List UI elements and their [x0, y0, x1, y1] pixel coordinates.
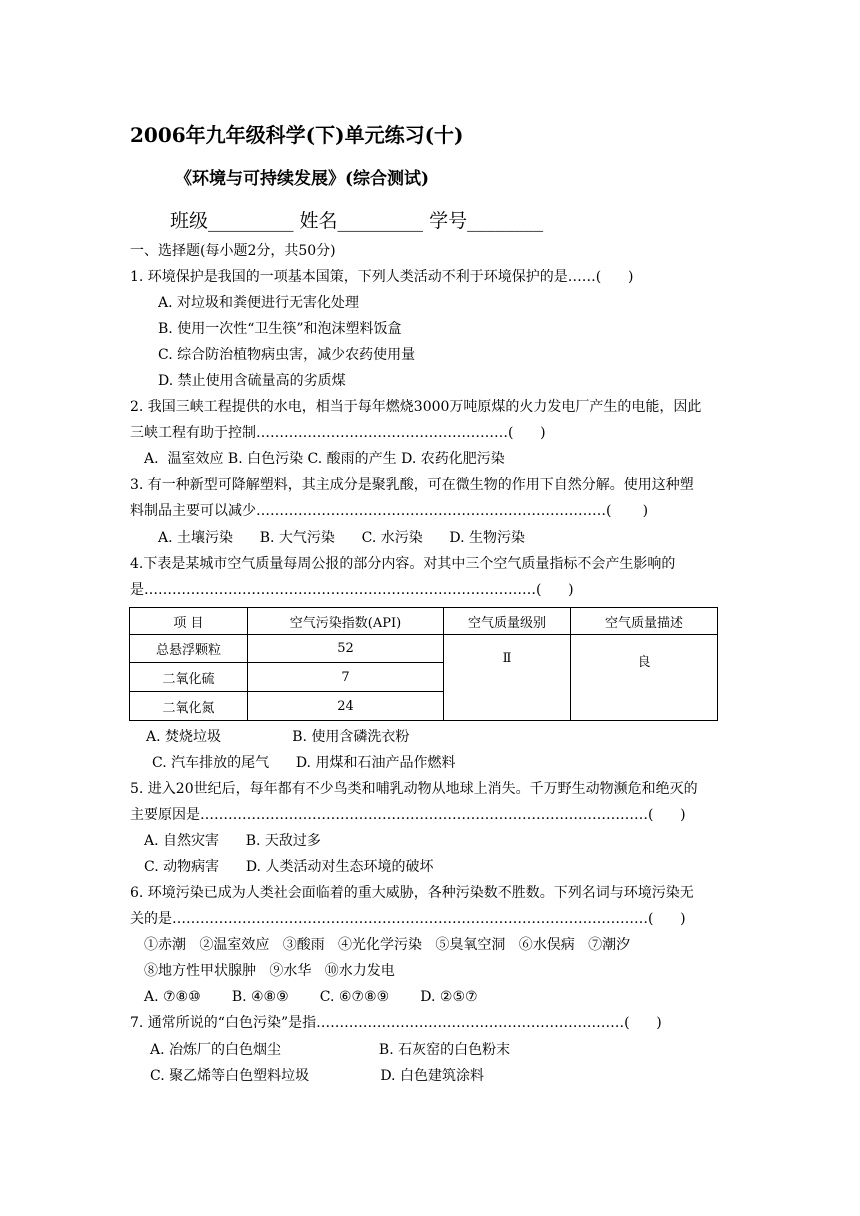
table-cell-api: 24	[248, 692, 444, 721]
table-cell-item: 二氧化氮	[130, 692, 248, 721]
question-3-stem-line-1: 3. 有一种新型可降解塑料，其主成分是聚乳酸，可在微生物的作用下自然分解。使用这种塑	[130, 477, 694, 493]
question-1-option-a: A. 对垃圾和粪便进行无害化处理	[158, 295, 360, 311]
question-6-stem-line-1: 6. 环境污染已成为人类社会面临着的重大威胁，各种污染数不胜数。下列名词与环境污染无	[130, 885, 694, 901]
question-6-terms-line-1: ①赤潮 ②温室效应 ③酸雨 ④光化学污染 ⑤臭氧空洞 ⑥水俣病 ⑦潮汐	[144, 937, 631, 953]
question-1-option-d: D. 禁止使用含硫量高的劣质煤	[158, 373, 346, 389]
question-7-options-line-1: A. 冶炼厂的白色烟尘 B. 石灰窑的白色粉末	[150, 1042, 511, 1058]
page-title: 2006年九年级科学(下)单元练习(十)	[130, 123, 464, 147]
table-cell-item: 总悬浮颗粒	[130, 635, 248, 663]
air-quality-table	[129, 607, 718, 721]
question-2-stem-line-2: 三峡工程有助于控制………………………………………………( )	[130, 425, 546, 441]
table-row	[130, 635, 718, 663]
page-subtitle: 《环境与可持续发展》(综合测试)	[175, 169, 430, 189]
question-6-stem-line-2: 关的是…………………………………………………………………………………………( )	[130, 911, 686, 927]
question-7-stem: 7. 通常所说的“白色污染”是指…………………………………………………………( )	[130, 1015, 662, 1031]
question-7-options-line-2: C. 聚乙烯等白色塑料垃圾 D. 白色建筑涂料	[150, 1068, 484, 1084]
question-5-options-line-1: A. 自然灾害 B. 天敌过多	[144, 833, 321, 849]
question-6-terms-line-2: ⑧地方性甲状腺肿 ⑨水华 ⑩水力发电	[144, 963, 395, 979]
section-heading: 一、选择题(每小题2分，共50分)	[130, 243, 336, 259]
question-5-stem-line-2: 主要原因是……………………………………………………………………………………( )	[130, 807, 686, 823]
table-header-item: 项 目	[130, 608, 248, 635]
table-cell-api: 52	[248, 635, 444, 663]
table-cell-item: 二氧化硫	[130, 663, 248, 692]
table-cell-level: Ⅱ	[444, 635, 571, 721]
question-1-option-c: C. 综合防治植物病虫害，减少农药使用量	[158, 347, 416, 363]
table-header-level: 空气质量级别	[444, 608, 571, 635]
question-2-options: A. 温室效应 B. 白色污染 C. 酸雨的产生 D. 农药化肥污染	[144, 451, 505, 467]
question-4-stem-line-2: 是…………………………………………………………………………( )	[130, 582, 574, 598]
question-5-stem-line-1: 5. 进入20世纪后，每年都有不少鸟类和哺乳动物从地球上消失。千万野生动物濒危和绝灭的	[130, 781, 698, 797]
question-4-options-line-1: A. 焚烧垃圾 B. 使用含磷洗衣粉	[146, 729, 410, 745]
question-4-stem-line-1: 4.下表是某城市空气质量每周公报的部分内容。对其中三个空气质量指标不会产生影响的	[130, 556, 676, 572]
question-4-options-line-2: C. 汽车排放的尾气 D. 用煤和石油产品作燃料	[152, 755, 456, 771]
question-1-stem: 1. 环境保护是我国的一项基本国策，下列人类活动不利于环境保护的是……( )	[130, 269, 634, 285]
student-info-line: 班级_________ 姓名_________ 学号________	[170, 210, 544, 232]
table-header-row	[130, 608, 718, 635]
question-5-options-line-2: C. 动物病害 D. 人类活动对生态环境的破坏	[144, 859, 434, 875]
question-3-options: A. 土壤污染 B. 大气污染 C. 水污染 D. 生物污染	[158, 530, 526, 546]
question-2-stem-line-1: 2. 我国三峡工程提供的水电，相当于每年燃烧3000万吨原煤的火力发电厂产生的电能，因此	[130, 399, 702, 415]
table-header-api: 空气污染指数(API)	[248, 608, 444, 635]
table-header-description: 空气质量描述	[571, 608, 718, 635]
question-6-options: A. ⑦⑧⑩ B. ④⑧⑨ C. ⑥⑦⑧⑨ D. ②⑤⑦	[144, 989, 478, 1005]
question-3-stem-line-2: 料制品主要可以减少…………………………………………………………………( )	[130, 503, 649, 519]
question-1-option-b: B. 使用一次性“卫生筷”和泡沫塑料饭盒	[158, 321, 402, 337]
table-cell-description: 良	[571, 635, 718, 721]
table-cell-api: 7	[248, 663, 444, 692]
